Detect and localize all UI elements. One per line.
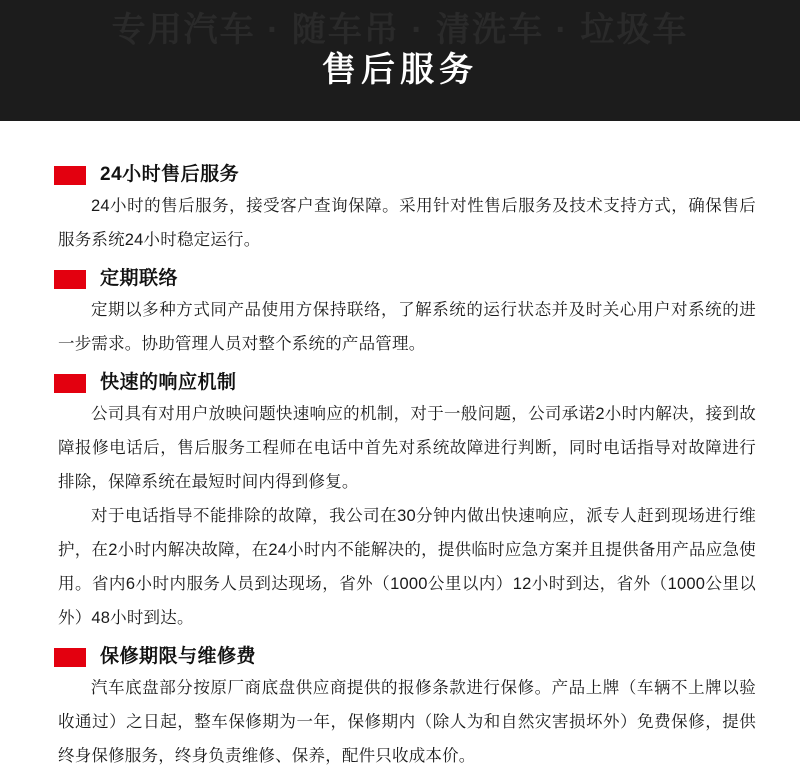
section-24h-service [40, 163, 760, 257]
section-heading [40, 645, 760, 669]
section-title: 保修期限与维修费 [100, 646, 257, 667]
page-content [0, 121, 800, 773]
section-title: 快速的响应机制 [100, 372, 237, 393]
section-title: 定期联络 [100, 268, 179, 289]
section-paragraph: 公司具有对用户放映问题快速响应的机制，对于一般问题，公司承诺2小时内解决，接到故障报修电话后，售后服务工程师在电话中首先对系统故障进行判断，同时电话指导对故障进行排除，保障系统在最短时间内得到修复。 [58, 405, 756, 491]
section-paragraph: 汽车底盘部分按原厂商底盘供应商提供的报修条款进行保修。产品上牌（车辆不上牌以验收通过）之日起，整车保修期为一年，保修期内（除人为和自然灾害损坏外）免费保修，提供终身保修服务，终身负责维修、保养，配件只收成本价。 [58, 679, 756, 765]
red-square-bullet-icon [54, 166, 86, 185]
section-paragraph: 24小时的售后服务，接受客户查询保障。采用针对性售后服务及技术支持方式，确保售后服务系统24小时稳定运行。 [58, 197, 756, 249]
section-title: 24小时售后服务 [100, 164, 240, 185]
red-square-bullet-icon [54, 270, 86, 289]
section-rapid-response [40, 371, 760, 635]
section-heading [40, 267, 760, 291]
section-warranty-period [40, 645, 760, 773]
section-paragraph: 对于电话指导不能排除的故障，我公司在30分钟内做出快速响应，派专人赶到现场进行维护，在2小时内解决故障，在24小时内不能解决的，提供临时应急方案并且提供备用产品应急使用。省内6小时内服务人员到达现场，省外（1000公里以内）12小时到达，省外（1000公里以外）48小时到达。 [58, 507, 756, 627]
red-square-bullet-icon [54, 648, 86, 667]
section-heading [40, 371, 760, 395]
section-heading [40, 163, 760, 187]
page-title: 售后服务 [322, 51, 478, 89]
section-paragraph: 定期以多种方式同产品使用方保持联络，了解系统的运行状态并及时关心用户对系统的进一步需求。协助管理人员对整个系统的产品管理。 [58, 301, 756, 353]
section-regular-contact [40, 267, 760, 361]
page-header-band [0, 0, 800, 121]
red-square-bullet-icon [54, 374, 86, 393]
header-watermark-text: 专用汽车 · 随车吊 · 清洗车 · 垃圾车 [111, 11, 689, 49]
